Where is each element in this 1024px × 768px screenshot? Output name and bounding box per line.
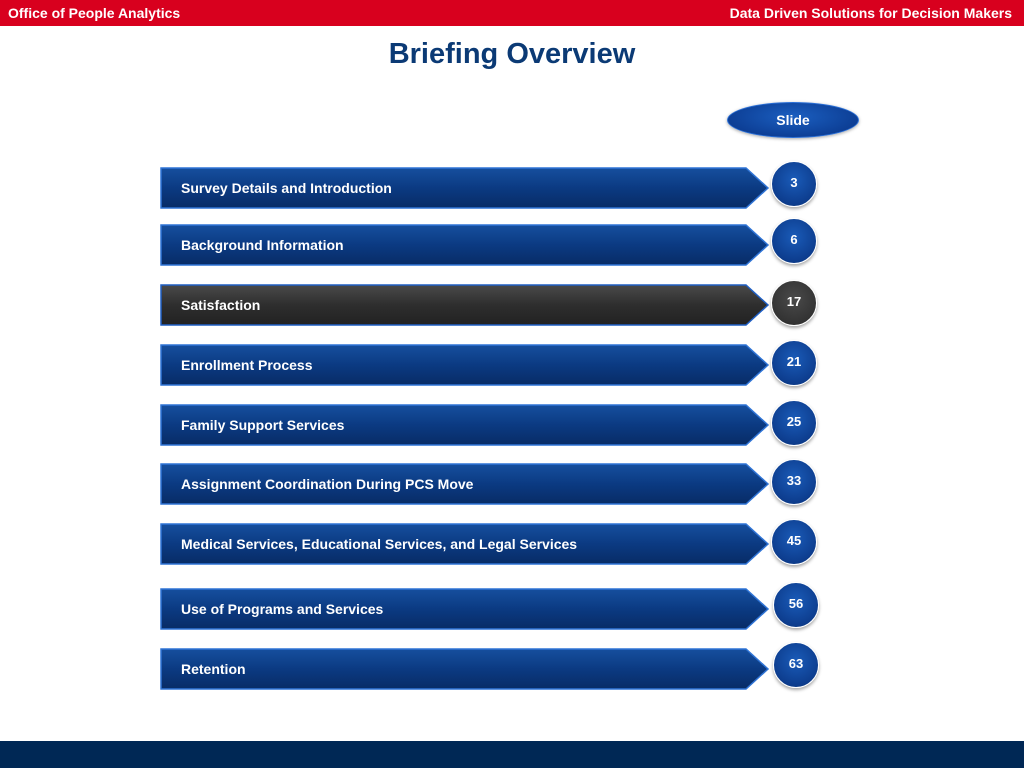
header-tagline: Data Driven Solutions for Decision Makers <box>729 5 1012 21</box>
page-title: Briefing Overview <box>388 38 636 70</box>
header-bar <box>0 0 1024 26</box>
agenda-item-label: Medical Services, Educational Services, and Legal Services <box>181 536 578 552</box>
slide-number-badge[interactable] <box>771 340 817 386</box>
agenda-item-label: Background Information <box>181 237 344 253</box>
slide-number: 25 <box>786 413 802 429</box>
slide-number: 45 <box>786 532 802 548</box>
header-organization-name: Office of People Analytics <box>8 5 181 21</box>
slide-number: 56 <box>788 595 804 611</box>
slide-number-badge[interactable] <box>771 161 817 207</box>
agenda-item-label: Retention <box>181 661 246 677</box>
agenda-item-label: Survey Details and Introduction <box>181 180 392 196</box>
agenda-item-button[interactable] <box>160 167 770 209</box>
slide-number: 17 <box>786 293 802 309</box>
slide-number: 3 <box>790 174 798 190</box>
slide-number-badge[interactable] <box>771 400 817 446</box>
slide-number: 6 <box>790 231 798 247</box>
slide-number: 21 <box>786 353 802 369</box>
agenda-item-button[interactable] <box>160 523 770 565</box>
slide-number: 33 <box>786 472 802 488</box>
agenda-item-label: Family Support Services <box>181 417 345 433</box>
agenda-item-label: Satisfaction <box>181 297 261 313</box>
slide-number-badge[interactable] <box>771 218 817 264</box>
slide-column-header: Slide <box>727 102 859 138</box>
slide-number-badge[interactable] <box>773 582 819 628</box>
agenda-item-button[interactable] <box>160 588 770 630</box>
agenda-item-label: Enrollment Process <box>181 357 313 373</box>
agenda-item-label: Use of Programs and Services <box>181 601 384 617</box>
slide-number: 63 <box>788 655 804 671</box>
agenda-item-label: Assignment Coordination During PCS Move <box>181 476 474 492</box>
slide-number-badge[interactable] <box>771 280 817 326</box>
slide-number-badge[interactable] <box>771 459 817 505</box>
agenda-item-button[interactable] <box>160 284 770 326</box>
agenda-item-button[interactable] <box>160 344 770 386</box>
agenda-item-button[interactable] <box>160 648 770 690</box>
agenda-item-arrow-shape <box>160 648 770 690</box>
slide-number-badge[interactable] <box>773 642 819 688</box>
agenda-item-button[interactable] <box>160 224 770 266</box>
agenda-item-button[interactable] <box>160 404 770 446</box>
footer-bar <box>0 741 1024 768</box>
slide-number-badge[interactable] <box>771 519 817 565</box>
agenda-item-button[interactable] <box>160 463 770 505</box>
